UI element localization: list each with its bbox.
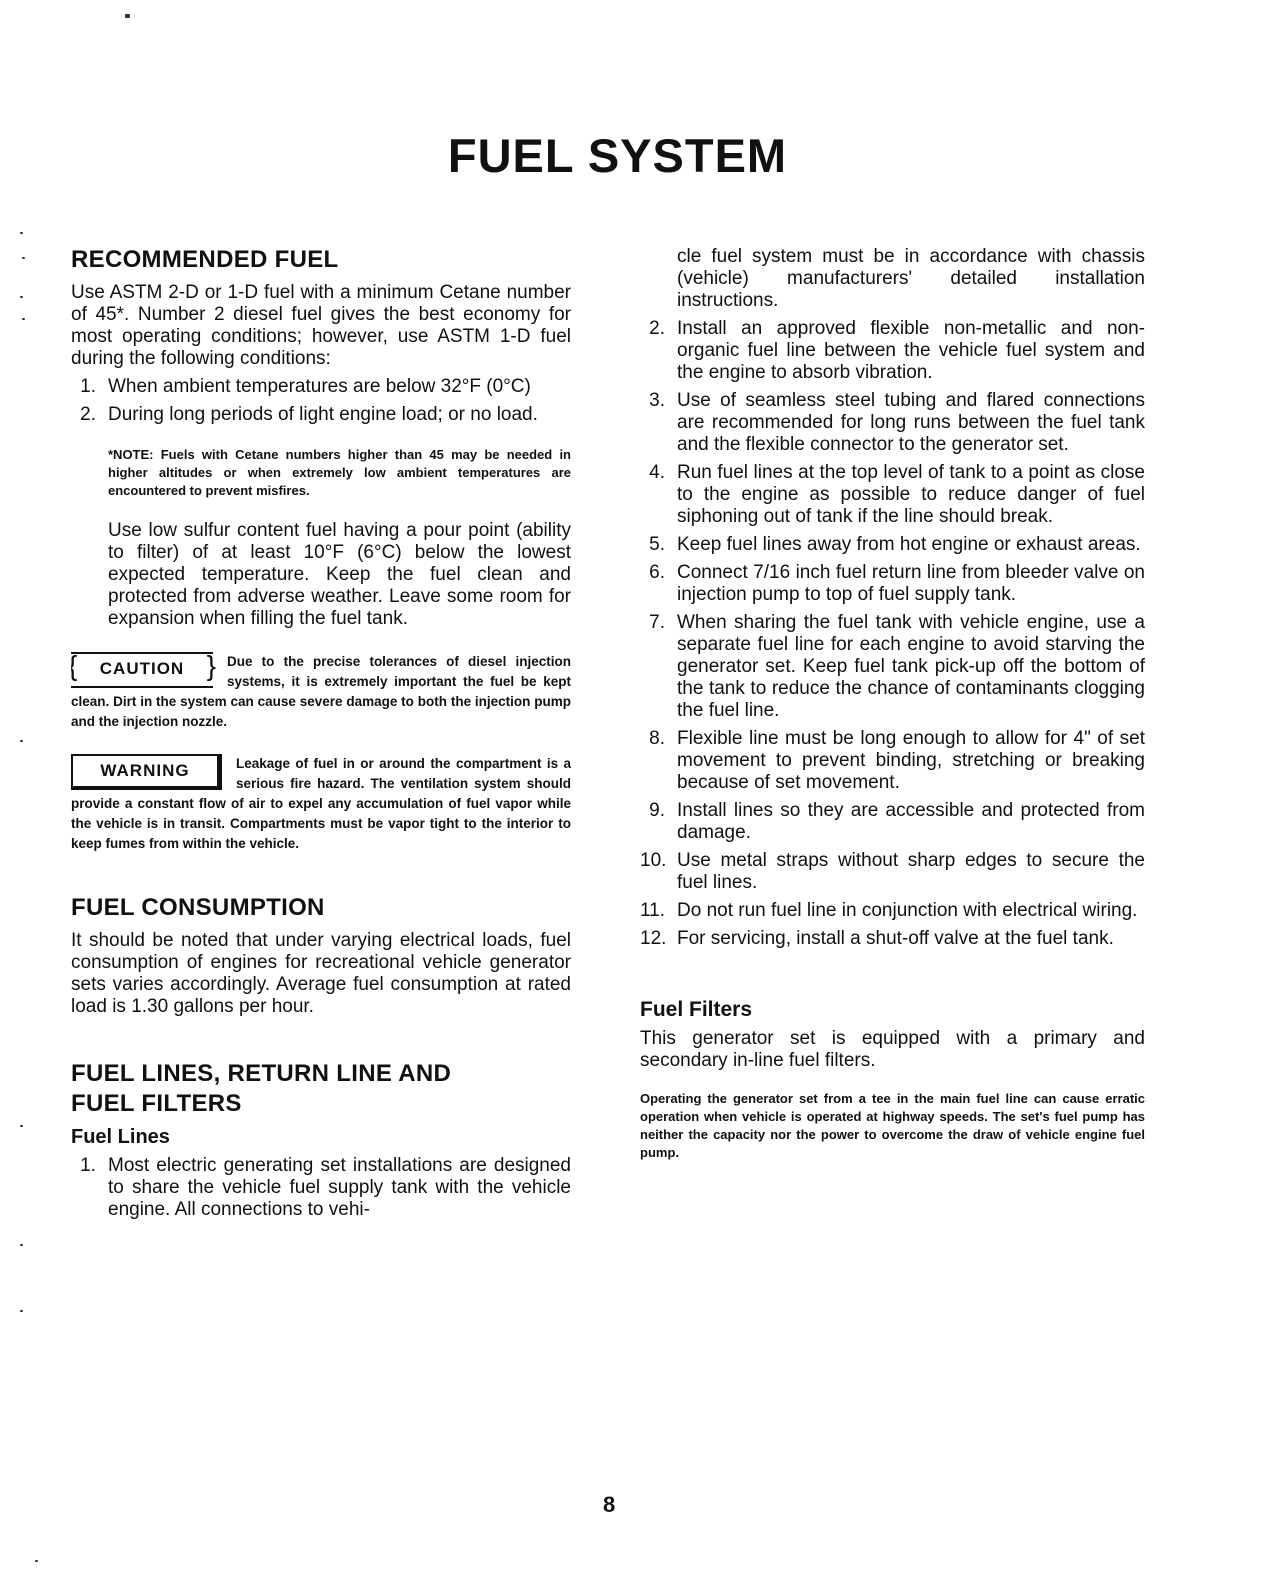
scan-speck bbox=[22, 257, 25, 259]
right-column bbox=[640, 246, 1145, 1162]
list-item: 9. Install lines so they are accessible and protected from damage. bbox=[649, 800, 1145, 843]
warning-block bbox=[71, 754, 571, 854]
left-column bbox=[71, 246, 571, 1221]
recommended-fuel-intro: Use ASTM 2-D or 1-D fuel with a minimum Cetane number of 45*. Number 2 diesel fuel gives the best economy for most operating conditions; however, use ASTM 1-D fuel during the following conditions: bbox=[71, 282, 571, 369]
fuel-filters-heading: Fuel Filters bbox=[640, 998, 753, 1021]
list-item: 3. Use of seamless steel tubing and flared connections are recommended for long runs between the fuel tank and the flexible connector to the generator set. bbox=[649, 390, 1145, 455]
item1-continuation: cle fuel system must be in accordance with chassis (vehicle) manufacturers' detailed installation instructions. bbox=[677, 246, 1145, 311]
list-item: 11. Do not run fuel line in conjunction with electrical wiring. bbox=[640, 900, 1138, 921]
list-item: 2. During long periods of light engine load; or no load. bbox=[80, 404, 538, 425]
scan-speck bbox=[22, 318, 25, 320]
list-item: 5. Keep fuel lines away from hot engine or exhaust areas. bbox=[649, 534, 1141, 555]
scan-speck bbox=[20, 232, 23, 234]
scan-speck bbox=[125, 14, 130, 18]
recommended-fuel-heading: RECOMMENDED FUEL bbox=[71, 246, 339, 273]
fuel-lines-list bbox=[640, 318, 1145, 950]
list-item: 6. Connect 7/16 inch fuel return line from bleeder valve on injection pump to top of fuel supply tank. bbox=[649, 562, 1145, 605]
list-item: 8. Flexible line must be long enough to allow for 4" of set movement to prevent binding, stretching or breaking because of set movement. bbox=[649, 728, 1145, 793]
fuel-lines-heading-line1: FUEL LINES, RETURN LINE AND bbox=[71, 1060, 452, 1087]
scan-speck bbox=[20, 740, 23, 742]
scan-speck bbox=[20, 296, 23, 298]
list-item: 10. Use metal straps without sharp edges to secure the fuel lines. bbox=[640, 850, 1145, 893]
caution-text: Due to the precise tolerances of diesel injection systems, it is extremely important the fuel be kept clean. Dirt in the system can cause severe damage to both the injection pump and the injection nozzle. bbox=[71, 654, 571, 729]
list-item: 1. When ambient temperatures are below 32°F (0°C) bbox=[80, 376, 531, 397]
warning-label: WARNING bbox=[71, 754, 222, 790]
sulfur-paragraph: Use low sulfur content fuel having a pour point (ability to filter) of at least 10°F (6°C) below the lowest expected temperature. Keep the fuel clean and protected from adverse weather. Leave some room for expansion when filling the fuel tank. bbox=[108, 520, 571, 629]
page-number: 8 bbox=[603, 1492, 616, 1517]
list-item: 4. Run fuel lines at the top level of tank to a point as close to the engine as possible to reduce danger of fuel siphoning out of tank if the line should break. bbox=[649, 462, 1145, 527]
fuel-consumption-heading: FUEL CONSUMPTION bbox=[71, 894, 325, 921]
list-item: 2. Install an approved flexible non-metallic and non-organic fuel line between the vehicle fuel system and the engine to absorb vibration. bbox=[649, 318, 1145, 383]
scan-speck bbox=[20, 1310, 23, 1312]
fuel-lines-heading-line2: FUEL FILTERS bbox=[71, 1090, 242, 1117]
cetane-note: *NOTE: Fuels with Cetane numbers higher than 45 may be needed in higher altitudes or when extremely low ambient temperatures are encountered to prevent misfires. bbox=[108, 447, 571, 498]
scan-speck bbox=[35, 1560, 38, 1562]
list-item: 12. For servicing, install a shut-off valve at the fuel tank. bbox=[640, 928, 1114, 949]
fuel-lines-list-start bbox=[71, 1155, 571, 1221]
scan-speck bbox=[20, 1125, 23, 1127]
conditions-list bbox=[71, 376, 571, 426]
page-title: FUEL SYSTEM bbox=[447, 129, 788, 182]
warning-text: Leakage of fuel in or around the compartment is a serious fire hazard. The ventilation system should provide a constant flow of air to expel any accumulation of fuel vapor while the vehicle is in transit. Compartments must be vapor tight to the interior to keep fumes from within the vehicle. bbox=[71, 756, 571, 851]
list-item: 7. When sharing the fuel tank with vehicle engine, use a separate fuel line for each engine to avoid starving the generator set. Keep fuel tank pick-up off the bottom of the tank to reduce the chance of contaminants clogging the fuel line. bbox=[649, 612, 1145, 721]
fuel-consumption-text: It should be noted that under varying electrical loads, fuel consumption of engines for recreational vehicle generator sets varies accordingly. Average fuel consumption at rated load is 1.30 gallons per hour. bbox=[71, 930, 571, 1017]
list-item: 1. Most electric generating set installations are designed to share the vehicle fuel supply tank with the vehicle engine. All connections to vehi- bbox=[80, 1155, 571, 1220]
fuel-lines-subheading: Fuel Lines bbox=[71, 1126, 170, 1148]
scan-speck bbox=[20, 1244, 23, 1246]
fuel-filters-text: This generator set is equipped with a primary and secondary in-line fuel filters. bbox=[640, 1028, 1145, 1071]
fuel-filters-note: Operating the generator set from a tee in the main fuel line can cause erratic operation when vehicle is operated at highway speeds. The set's fuel pump has neither the capacity nor the power to overcome the draw of vehicle engine fuel pump. bbox=[640, 1091, 1145, 1160]
caution-block bbox=[71, 652, 571, 732]
caution-label: } CAUTION } bbox=[71, 652, 213, 688]
